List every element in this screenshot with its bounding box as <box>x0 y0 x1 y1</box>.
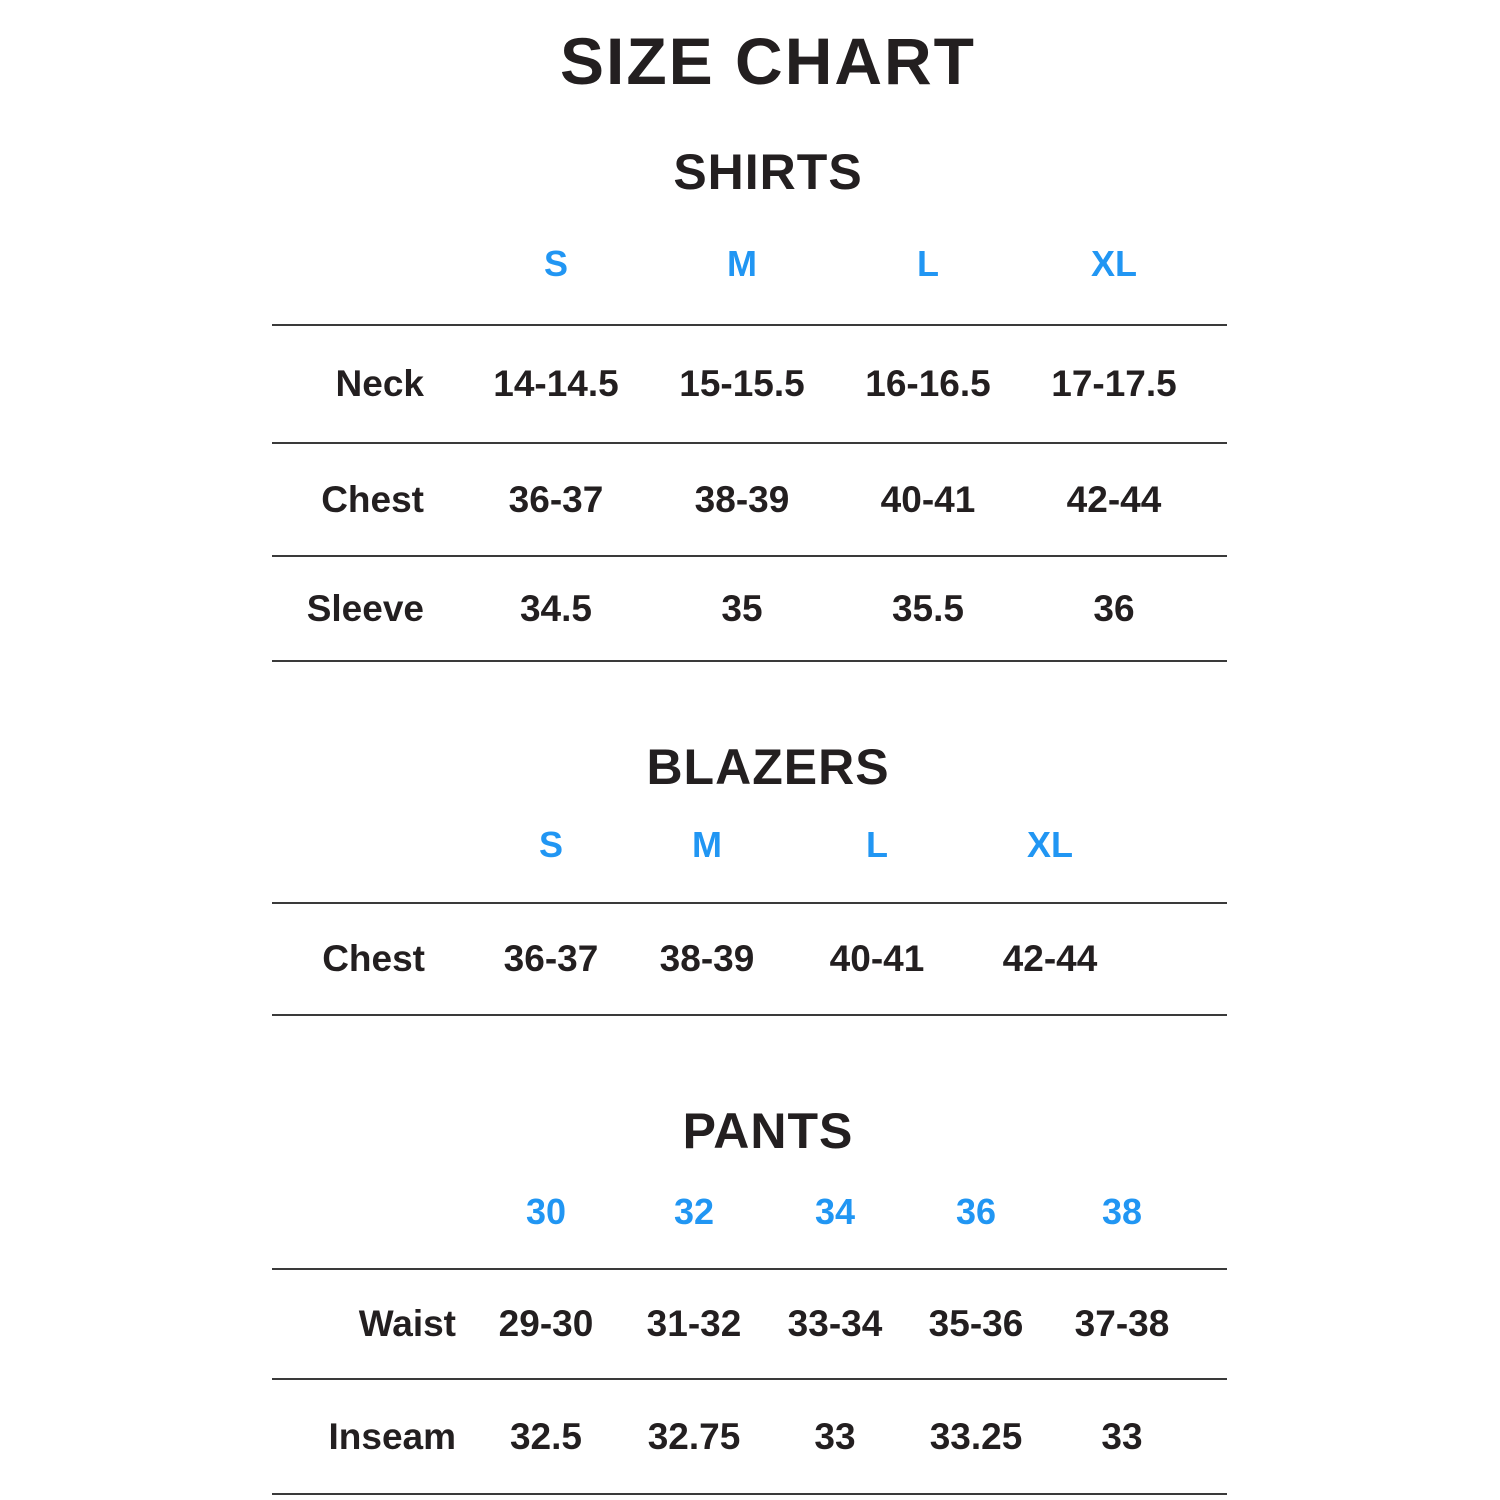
shirts-table-body <box>272 324 1227 662</box>
pants-header-row <box>272 1156 1227 1268</box>
size-column-header: 34 <box>814 1191 856 1232</box>
size-value: 35.5 <box>891 587 964 629</box>
row-label: Chest <box>321 478 424 520</box>
size-value: 35-36 <box>928 1303 1024 1344</box>
size-value: 16-16.5 <box>865 363 991 404</box>
size-value: 29-30 <box>498 1303 594 1344</box>
table-row <box>272 1380 1227 1495</box>
size-value: 33 <box>1101 1415 1143 1457</box>
shirts-table <box>272 204 1227 662</box>
size-column-header: 36 <box>955 1191 997 1232</box>
pants-table-body <box>272 1268 1227 1495</box>
size-value: 37-38 <box>1074 1303 1170 1344</box>
size-value: 31-32 <box>646 1303 742 1344</box>
row-label: Waist <box>358 1303 456 1344</box>
shirts-header-row <box>272 204 1227 324</box>
size-value: 33.25 <box>929 1415 1023 1457</box>
table-row <box>272 904 1227 1016</box>
blazers-table-body <box>272 902 1227 1016</box>
size-value: 35 <box>721 587 763 629</box>
size-column-header: 38 <box>1101 1191 1143 1232</box>
table-row <box>272 326 1227 444</box>
row-label: Neck <box>335 363 424 404</box>
size-value: 40-41 <box>829 938 925 979</box>
row-label: Sleeve <box>306 587 424 629</box>
size-value: 32.5 <box>509 1415 582 1457</box>
size-value: 40-41 <box>880 478 976 520</box>
size-value: 33 <box>814 1415 856 1457</box>
size-value: 42-44 <box>1002 938 1098 979</box>
size-column-header: S <box>543 243 568 284</box>
pants-table <box>272 1156 1227 1495</box>
blazers-heading: BLAZERS <box>646 739 890 795</box>
row-label: Chest <box>322 938 425 979</box>
size-value: 36 <box>1093 587 1135 629</box>
size-value: 36-37 <box>508 478 604 520</box>
size-value: 33-34 <box>787 1303 883 1344</box>
size-column-header: XL <box>1026 824 1073 865</box>
table-row <box>272 444 1227 557</box>
blazers-header-row <box>272 788 1227 902</box>
row-label: Inseam <box>328 1415 456 1457</box>
size-column-header: M <box>727 243 757 284</box>
size-value: 34.5 <box>519 587 592 629</box>
table-row <box>272 1270 1227 1380</box>
size-value: 14-14.5 <box>493 363 619 404</box>
blazers-table <box>272 788 1227 1016</box>
size-value: 15-15.5 <box>679 363 805 404</box>
size-column-header: L <box>917 243 939 284</box>
pants-heading: PANTS <box>682 1103 854 1159</box>
shirts-heading: SHIRTS <box>673 144 863 200</box>
size-value: 38-39 <box>659 938 755 979</box>
size-value: 36-37 <box>503 938 599 979</box>
size-column-header: XL <box>1090 243 1137 284</box>
size-value: 38-39 <box>694 478 790 520</box>
size-column-header: L <box>866 824 888 865</box>
page-title: SIZE CHART <box>560 24 976 98</box>
size-column-header: S <box>538 824 563 865</box>
size-column-header: M <box>692 824 722 865</box>
size-value: 32.75 <box>647 1415 741 1457</box>
size-column-header: 32 <box>673 1191 715 1232</box>
size-column-header: 30 <box>525 1191 567 1232</box>
table-row <box>272 557 1227 662</box>
size-value: 17-17.5 <box>1051 363 1177 404</box>
size-value: 42-44 <box>1066 478 1162 520</box>
